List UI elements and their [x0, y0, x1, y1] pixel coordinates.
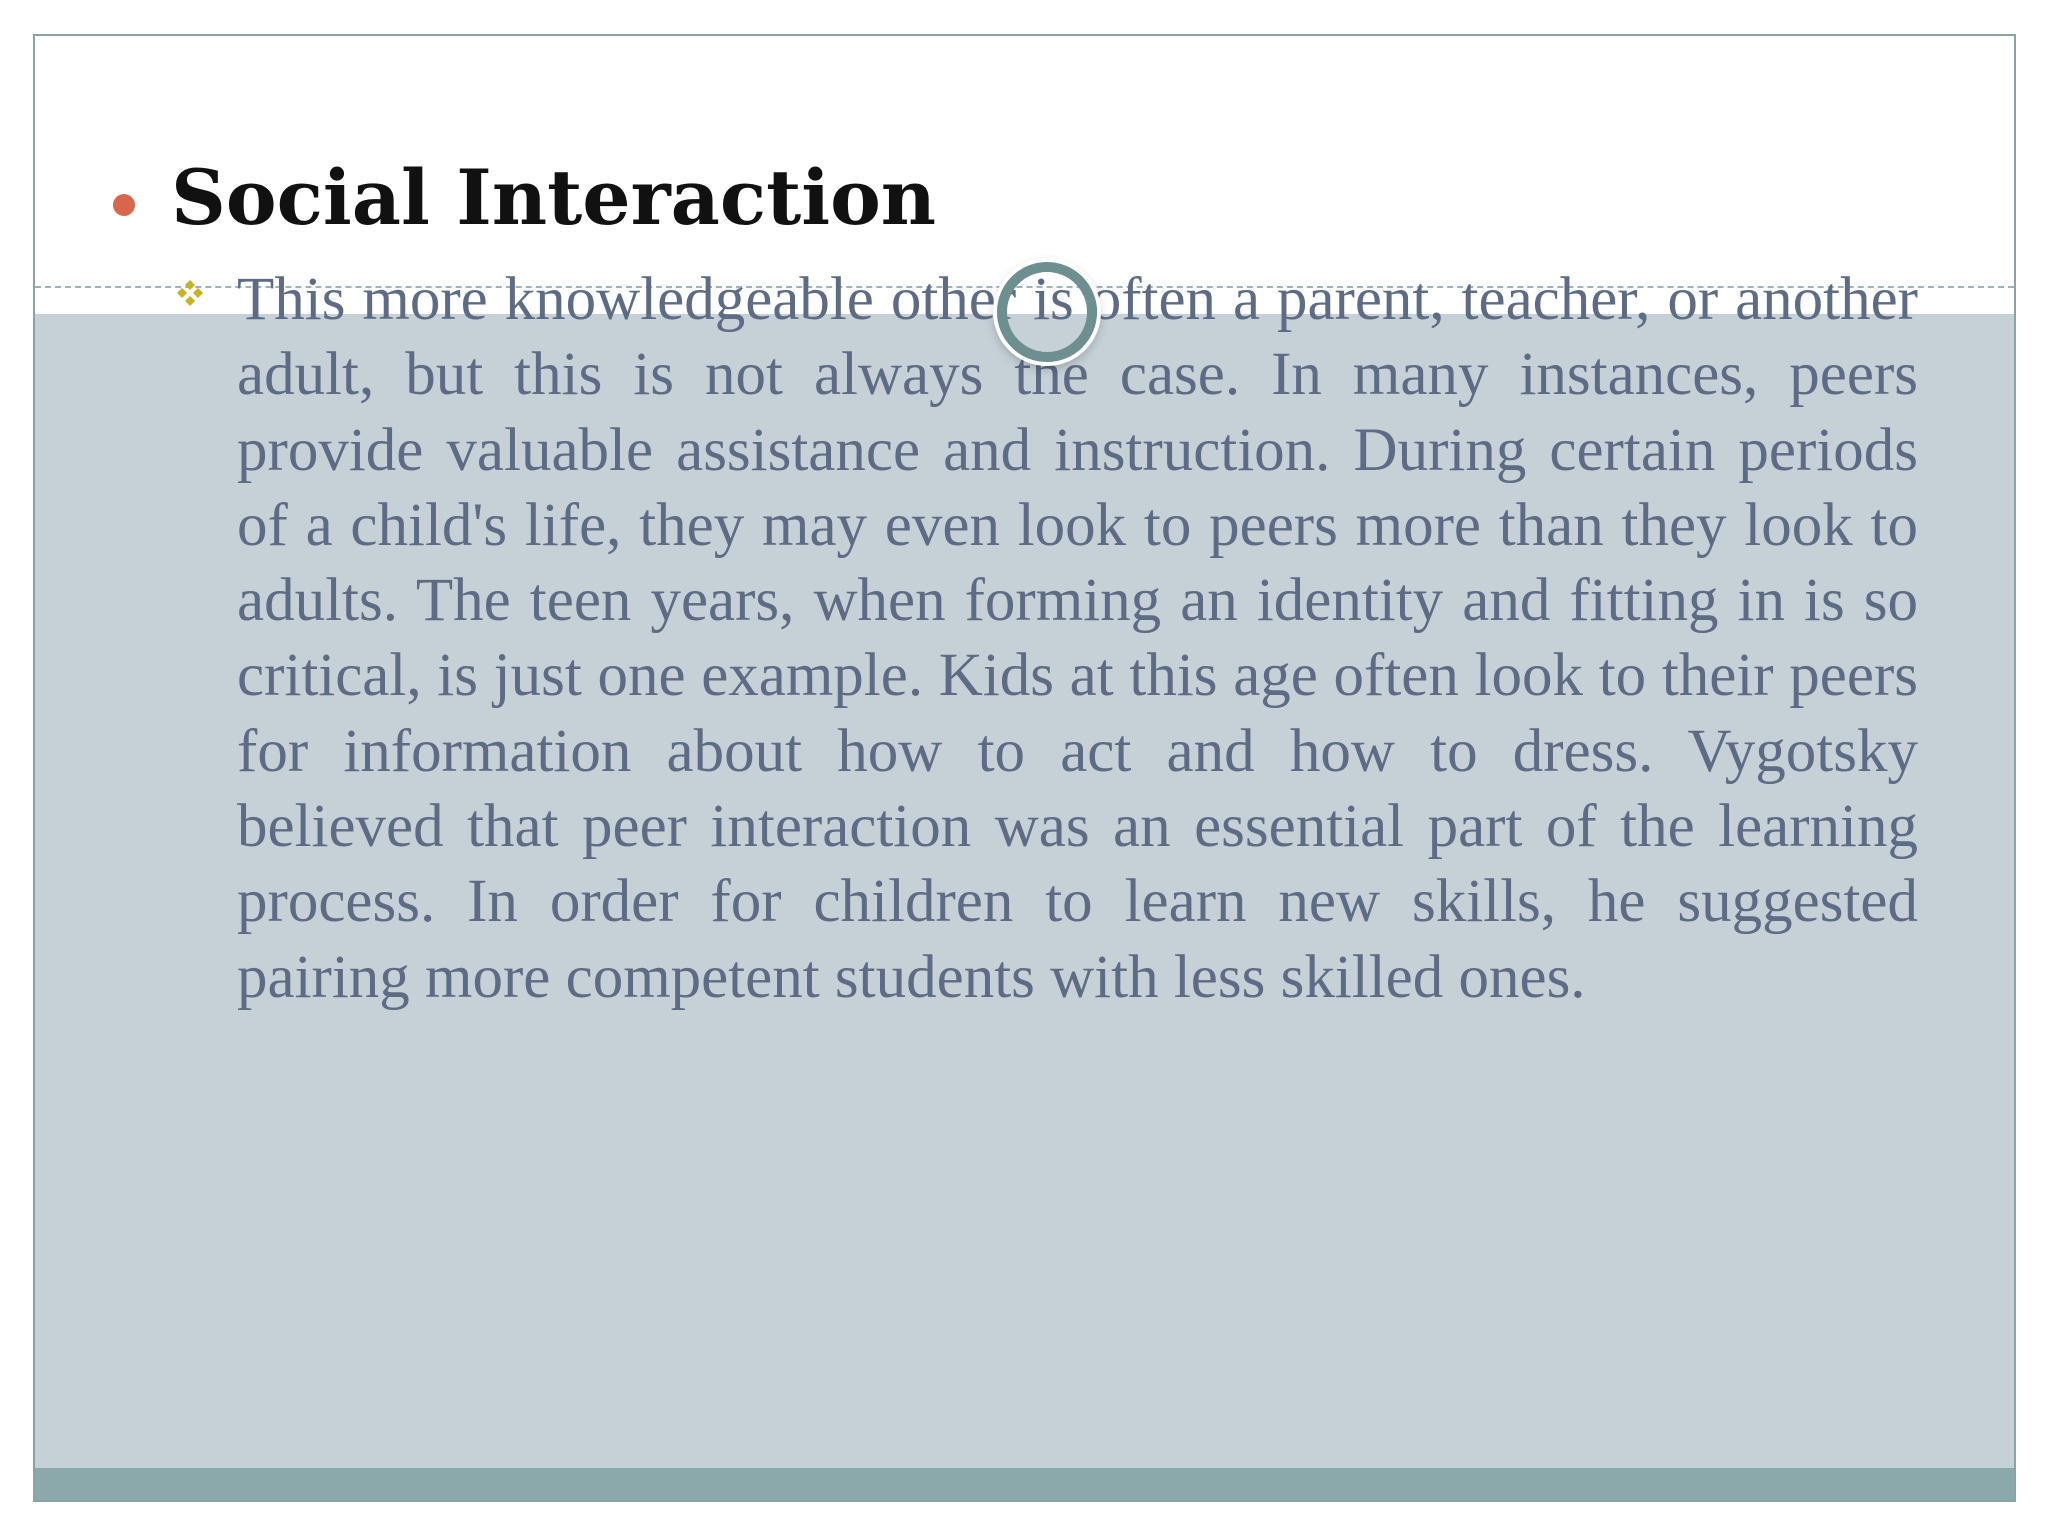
- circle-bullet-icon: [113, 194, 135, 216]
- four-diamond-bullet-icon: [175, 278, 205, 308]
- ring-pointer-icon: [997, 262, 1097, 362]
- footer-band: [35, 1468, 2014, 1502]
- body-paragraph: This more knowledgeable other is often a parent, teacher, or another adult, but this is not always the case. In many instances, peers provide valuable assistance and instruction. During certain periods of a child's life, they may even look to peers more than they look to adults. The teen years, when forming an identity and fitting in is so critical, is just one example. Kids at this age often look to their peers for information about how to act and how to dress. Vygotsky believed that peer interaction was an essential part of the learning process. In order for children to learn new skills, he suggested pairing more competent students with less skilled ones.: [237, 266, 1918, 1011]
- slide-title: Social Interaction: [171, 153, 937, 242]
- slide: [33, 34, 2016, 1502]
- title-row: [113, 154, 936, 242]
